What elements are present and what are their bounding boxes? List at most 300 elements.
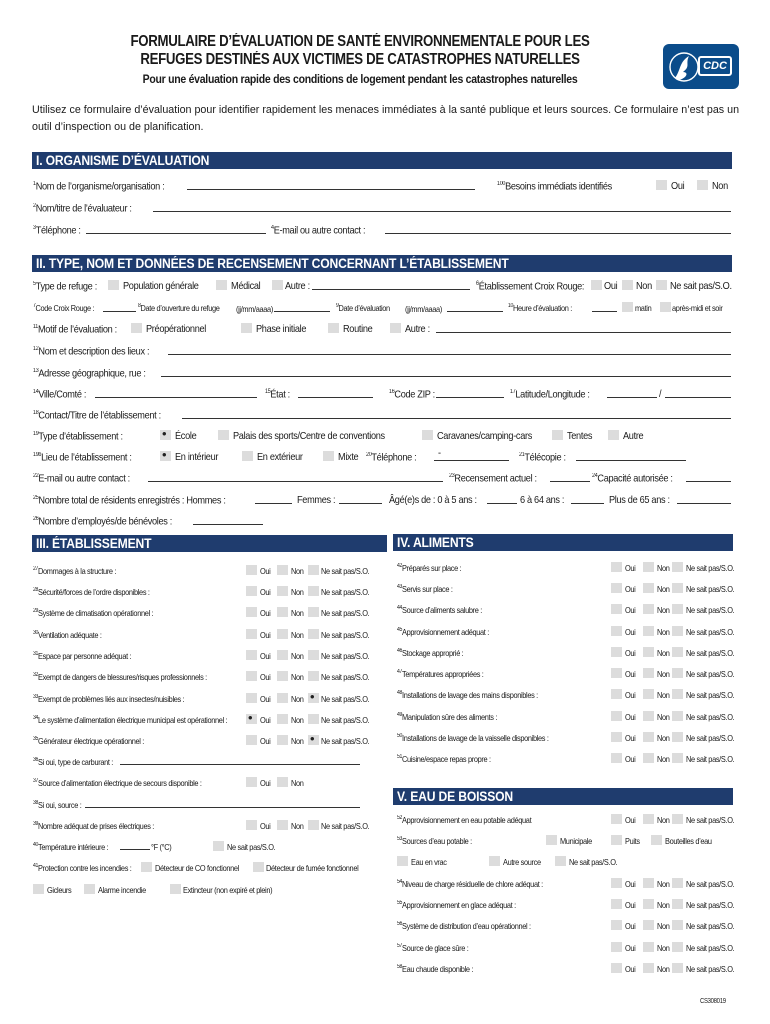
facility-phone-dash — [438, 448, 441, 459]
facility-35-nsp[interactable] — [308, 735, 319, 745]
lat-input[interactable] — [607, 397, 657, 398]
facility-33-label — [33, 694, 184, 704]
water-58-label-number: 58 — [397, 964, 403, 971]
time-afternoon-checkbox[interactable] — [660, 302, 671, 312]
water-55-non[interactable] — [643, 899, 654, 909]
shelter-type-label-text: Type de refuge : — [35, 281, 97, 293]
facility-29-oui[interactable] — [246, 607, 257, 617]
water-58-non-label — [657, 964, 670, 974]
facility-28-label-text: Sécurité/forces de l’ordre disponibles : — [38, 587, 150, 597]
red-cross-label — [476, 281, 584, 292]
facility-28-oui-label — [260, 587, 270, 597]
facility-30-oui[interactable] — [246, 629, 257, 639]
age-6-64-label — [520, 495, 564, 506]
facility-34-oui[interactable] — [246, 714, 257, 724]
age-65-label-text: Plus de 65 ans : — [609, 495, 670, 506]
temperature-input[interactable] — [120, 849, 150, 850]
facility-27-non[interactable] — [277, 565, 288, 575]
water-54-non-label-text: Non — [657, 879, 670, 889]
source-municipal-label — [560, 836, 592, 846]
facility-32-nsp-label — [321, 672, 369, 682]
capacity-label-number: 24 — [592, 473, 598, 479]
smoke-detector-checkbox[interactable] — [253, 862, 264, 872]
food-44-oui-label-text: Oui — [625, 605, 636, 615]
opening-date-label-text: Date d’ouverture du refuge — [140, 303, 220, 313]
food-50-nsp-label-text: Ne sait pas/S.O. — [686, 733, 735, 743]
food-46-nsp-label-text: Ne sait pas/S.O. — [686, 648, 735, 658]
temperature-label-number: 40 — [33, 842, 39, 849]
food-50-oui[interactable] — [611, 732, 622, 742]
food-51-oui[interactable] — [611, 753, 622, 763]
zip-input[interactable] — [436, 397, 504, 398]
facility-30-non[interactable] — [277, 629, 288, 639]
email-input[interactable] — [385, 233, 731, 234]
water-57-non[interactable] — [643, 942, 654, 952]
food-50-oui-label — [625, 733, 635, 743]
food-48-nsp[interactable] — [672, 689, 683, 699]
food-47-oui-label — [625, 669, 635, 679]
type-arena-label-text: Palais des sports/Centre de conventions — [233, 431, 385, 442]
type-school-checkbox[interactable] — [160, 430, 171, 440]
redcross-nsp[interactable] — [656, 280, 667, 290]
food-51-nsp[interactable] — [672, 753, 683, 763]
water-adequate-oui[interactable] — [611, 814, 622, 824]
food-50-label — [397, 733, 549, 743]
reason-preop-label-text: Préopérationnel — [146, 324, 207, 335]
fire-alarm-checkbox[interactable] — [84, 884, 95, 894]
source-other-label — [503, 857, 541, 867]
food-47-label-number: 47 — [397, 669, 403, 676]
facility-31-nsp[interactable] — [308, 650, 319, 660]
eval-reason-label — [33, 324, 117, 335]
age-6-64-input[interactable] — [571, 503, 604, 504]
facility-32-label — [33, 672, 207, 682]
immediate-needs-oui[interactable] — [656, 180, 667, 190]
facility-35-oui[interactable] — [246, 735, 257, 745]
facility-32-oui[interactable] — [246, 671, 257, 681]
state-label — [265, 389, 290, 400]
water-adequate-label — [397, 815, 531, 825]
water-54-non[interactable] — [643, 878, 654, 888]
food-44-non[interactable] — [643, 604, 654, 614]
food-43-oui[interactable] — [611, 583, 622, 593]
food-50-nsp[interactable] — [672, 732, 683, 742]
temperature-label-text: Température intérieure : — [38, 842, 109, 852]
latlong-slash-text: / — [659, 389, 662, 400]
facility-33-nsp[interactable] — [308, 693, 319, 703]
facility-type-label-number: 19 — [33, 431, 39, 437]
type-other-checkbox[interactable] — [608, 430, 619, 440]
food-49-nsp-label — [686, 712, 734, 722]
facility-34-non[interactable] — [277, 714, 288, 724]
facility-28-non[interactable] — [277, 586, 288, 596]
backup-source-input[interactable] — [85, 807, 360, 808]
source-municipal-label-text: Municipale — [560, 836, 592, 846]
water-57-nsp[interactable] — [672, 942, 683, 952]
food-43-nsp[interactable] — [672, 583, 683, 593]
cdc-logo — [663, 44, 739, 89]
water-sources-label-text: Sources d’eau potable : — [402, 836, 472, 846]
food-49-non[interactable] — [643, 711, 654, 721]
facility-27-oui-label-text: Oui — [260, 566, 271, 576]
org-name-label — [33, 181, 164, 192]
food-45-label-number: 45 — [397, 627, 403, 634]
water-adequate-label-number: 52 — [397, 815, 403, 822]
redcross-non[interactable] — [622, 280, 633, 290]
water-56-oui[interactable] — [611, 920, 622, 930]
fuel-type-label-text: Si oui, type de carburant : — [38, 757, 113, 767]
org-name-input[interactable] — [187, 189, 475, 190]
type-tents-label — [567, 431, 592, 442]
eval-time-label-number: 10 — [508, 303, 514, 310]
water-58-non[interactable] — [643, 963, 654, 973]
hhs-eagle-icon — [669, 50, 699, 84]
food-42-label-number: 42 — [397, 563, 403, 570]
water-56-label-text: Système de distribution d’eau opérationnel : — [402, 921, 531, 931]
source-bulk-checkbox[interactable] — [397, 856, 408, 866]
food-43-non[interactable] — [643, 583, 654, 593]
facility-30-oui-label-text: Oui — [260, 630, 271, 640]
sprinklers-checkbox[interactable] — [33, 884, 44, 894]
food-46-nsp[interactable] — [672, 647, 683, 657]
facility-location-label — [33, 452, 132, 463]
temperature-unit — [151, 842, 171, 852]
facility-32-nsp[interactable] — [308, 671, 319, 681]
water-57-oui[interactable] — [611, 942, 622, 952]
outlets-non-label-text: Non — [291, 821, 304, 831]
food-47-nsp[interactable] — [672, 668, 683, 678]
section-5-title: V. EAU DE BOISSON — [397, 789, 514, 804]
staff-input[interactable] — [193, 524, 263, 525]
facility-29-nsp[interactable] — [308, 607, 319, 617]
facility-33-oui-label — [260, 694, 270, 704]
contact-title-input[interactable] — [182, 418, 731, 419]
facility-27-label — [33, 566, 116, 576]
food-43-nsp-label-text: Ne sait pas/S.O. — [686, 584, 735, 594]
contact-title-label-number: 18 — [33, 410, 39, 416]
outlets-label-text: Nombre adéquat de prises électriques : — [38, 821, 154, 831]
contact-title-label — [33, 410, 161, 421]
needs-non-label — [712, 181, 728, 192]
needs-non-label-text: Non — [712, 181, 728, 192]
outlets-nsp[interactable] — [308, 820, 319, 830]
water-54-oui[interactable] — [611, 878, 622, 888]
shelter-general-label — [123, 281, 199, 292]
water-58-nsp[interactable] — [672, 963, 683, 973]
facility-33-oui[interactable] — [246, 693, 257, 703]
food-48-oui-label-text: Oui — [625, 690, 636, 700]
eval-date-label-text: Date d’évaluation — [338, 303, 390, 313]
immediate-needs-non[interactable] — [697, 180, 708, 190]
extinguisher-checkbox[interactable] — [170, 884, 181, 894]
staff-label-number: 26 — [33, 516, 39, 522]
backup-source-label-number: 38 — [33, 800, 39, 807]
facility-28-nsp[interactable] — [308, 586, 319, 596]
food-49-nsp-label-text: Ne sait pas/S.O. — [686, 712, 735, 722]
rc-code-label-text: Code Croix Rouge : — [35, 303, 95, 313]
facility-31-non[interactable] — [277, 650, 288, 660]
backup-non[interactable] — [277, 777, 288, 787]
facility-30-label — [33, 630, 102, 640]
food-50-non[interactable] — [643, 732, 654, 742]
shelter-general-checkbox[interactable] — [108, 280, 119, 290]
residents-men-label-text: Nombre total de résidents enregistrés : Hommes : — [38, 495, 226, 507]
census-input[interactable] — [550, 481, 590, 482]
food-46-non[interactable] — [643, 647, 654, 657]
smoke-detector-label — [266, 863, 358, 873]
food-50-label-text: Installations de lavage de la vaisselle disponibles : — [402, 733, 549, 743]
food-50-nsp-label — [686, 733, 734, 743]
opening-date-input[interactable] — [274, 311, 330, 312]
food-42-non[interactable] — [643, 562, 654, 572]
facility-34-oui-label — [260, 715, 270, 725]
food-45-oui[interactable] — [611, 626, 622, 636]
facility-30-non-label — [291, 630, 304, 640]
facility-location-label-text: Lieu de l’établissement : — [41, 452, 132, 464]
facility-35-non-label-text: Non — [291, 736, 304, 746]
water-54-oui-label-text: Oui — [625, 879, 636, 889]
food-51-nsp-label — [686, 754, 734, 764]
water-55-nsp[interactable] — [672, 899, 683, 909]
facility-35-oui-label-text: Oui — [260, 736, 271, 746]
rc-code-input[interactable] — [103, 311, 136, 312]
facility-27-oui[interactable] — [246, 565, 257, 575]
shelter-general-label-text: Population générale — [123, 281, 199, 292]
time-morning-label — [635, 303, 651, 313]
facility-33-non[interactable] — [277, 693, 288, 703]
food-44-oui[interactable] — [611, 604, 622, 614]
food-47-nsp-label — [686, 669, 734, 679]
rc-nsp-label-text: Ne sait pas/S.O. — [670, 281, 732, 292]
facility-29-label-text: Système de climatisation opérationnel : — [38, 608, 154, 618]
water-58-oui[interactable] — [611, 963, 622, 973]
food-48-nsp-label — [686, 690, 734, 700]
rc-non-label-text: Non — [636, 281, 652, 292]
long-input[interactable] — [665, 397, 731, 398]
reason-initial-checkbox[interactable] — [241, 323, 252, 333]
reason-routine-checkbox[interactable] — [328, 323, 339, 333]
facility-28-oui-label-text: Oui — [260, 587, 271, 597]
email-label-text: E-mail ou autre contact : — [273, 225, 366, 237]
food-44-non-label — [657, 605, 670, 615]
age-0-5-input[interactable] — [487, 503, 517, 504]
state-input[interactable] — [298, 397, 373, 398]
fax-input[interactable] — [576, 460, 686, 461]
facility-30-nsp[interactable] — [308, 629, 319, 639]
age-65-input[interactable] — [677, 503, 731, 504]
city-label — [33, 389, 86, 400]
food-49-oui-label-text: Oui — [625, 712, 636, 722]
facility-email-input[interactable] — [148, 481, 443, 482]
food-45-nsp[interactable] — [672, 626, 683, 636]
food-46-oui[interactable] — [611, 647, 622, 657]
food-47-oui[interactable] — [611, 668, 622, 678]
phone-input[interactable] — [86, 233, 266, 234]
org-name-label-number: 1 — [33, 181, 36, 187]
facility-33-nsp-label-text: Ne sait pas/S.O. — [321, 694, 370, 704]
water-55-oui[interactable] — [611, 899, 622, 909]
type-other-label-text: Autre — [623, 431, 644, 442]
facility-32-non[interactable] — [277, 671, 288, 681]
facility-29-non-label — [291, 608, 304, 618]
eval-time-input[interactable] — [592, 311, 617, 312]
food-45-nsp-label — [686, 627, 734, 637]
reason-other-input[interactable] — [436, 332, 731, 333]
outlets-oui-label — [260, 821, 270, 831]
eval-date-input[interactable] — [447, 311, 503, 312]
facility-28-label-number: 28 — [33, 587, 39, 594]
water-56-non[interactable] — [643, 920, 654, 930]
backup-power-label-text: Source d’alimentation électrique de secours disponible : — [38, 778, 202, 788]
food-44-nsp[interactable] — [672, 604, 683, 614]
water-adequate-non[interactable] — [643, 814, 654, 824]
time-morning-checkbox[interactable] — [622, 302, 633, 312]
address-label-text: Adresse géographique, rue : — [38, 368, 146, 380]
document-code: CS308019 — [700, 998, 726, 1005]
shelter-medical-checkbox[interactable] — [216, 280, 227, 290]
fuel-type-input[interactable] — [120, 764, 360, 765]
org-name-label-text: Nom de l’organisme/organisation : — [35, 181, 165, 193]
type-tents-checkbox[interactable] — [552, 430, 563, 440]
backup-oui[interactable] — [246, 777, 257, 787]
water-54-nsp[interactable] — [672, 878, 683, 888]
facility-33-label-text: Exempt de problèmes liés aux insectes/nuisibles : — [38, 694, 185, 704]
location-outdoor-checkbox[interactable] — [242, 451, 253, 461]
location-outdoor-label — [257, 452, 303, 463]
food-43-label-number: 43 — [397, 584, 403, 591]
facility-27-nsp-label-text: Ne sait pas/S.O. — [321, 566, 370, 576]
email-label-number: 4 — [271, 225, 274, 231]
reason-preop-checkbox[interactable] — [131, 323, 142, 333]
type-rv-checkbox[interactable] — [422, 430, 433, 440]
facility-phone-input[interactable] — [434, 460, 509, 461]
latlong-label-number: 17 — [510, 389, 516, 395]
shelter-other-checkbox[interactable] — [272, 280, 283, 290]
co-detector-label — [155, 863, 239, 873]
water-sources-label — [397, 836, 472, 846]
backup-power-label — [33, 778, 202, 788]
food-47-label-text: Températures appropriées : — [402, 669, 484, 679]
latlong-label — [510, 389, 590, 400]
food-48-oui[interactable] — [611, 689, 622, 699]
site-name-label-number: 12 — [33, 346, 39, 352]
backup-source-label-text: Si oui, source : — [38, 800, 82, 810]
food-51-non[interactable] — [643, 753, 654, 763]
water-58-non-label-text: Non — [657, 964, 670, 974]
outlets-oui[interactable] — [246, 820, 257, 830]
water-56-non-label-text: Non — [657, 921, 670, 931]
census-label-number: 23 — [449, 473, 455, 479]
facility-35-label — [33, 736, 144, 746]
facility-31-oui[interactable] — [246, 650, 257, 660]
food-45-nsp-label-text: Ne sait pas/S.O. — [686, 627, 735, 637]
food-42-nsp[interactable] — [672, 562, 683, 572]
residents-women-input[interactable] — [339, 503, 382, 504]
type-tents-label-text: Tentes — [567, 431, 593, 442]
capacity-label — [592, 473, 673, 484]
location-mixed-checkbox[interactable] — [323, 451, 334, 461]
source-municipal-checkbox[interactable] — [546, 835, 557, 845]
facility-27-nsp[interactable] — [308, 565, 319, 575]
co-detector-checkbox[interactable] — [141, 862, 152, 872]
food-46-label-text: Stockage approprié : — [402, 648, 464, 658]
city-input[interactable] — [95, 397, 257, 398]
food-44-label — [397, 605, 482, 615]
residents-men-input[interactable] — [255, 503, 292, 504]
source-nsp-checkbox[interactable] — [555, 856, 566, 866]
food-49-label-number: 49 — [397, 712, 403, 719]
facility-28-oui[interactable] — [246, 586, 257, 596]
section-1-title: I. ORGANISME D’ÉVALUATION — [36, 153, 210, 168]
food-42-label — [397, 563, 461, 573]
facility-32-nsp-label-text: Ne sait pas/S.O. — [321, 672, 370, 682]
temperature-nsp[interactable] — [213, 841, 224, 851]
food-49-oui[interactable] — [611, 711, 622, 721]
source-bottled-label-text: Bouteilles d’eau — [665, 836, 712, 846]
source-well-checkbox[interactable] — [611, 835, 622, 845]
co-detector-label-text: Détecteur de CO fonctionnel — [155, 863, 239, 873]
food-48-non[interactable] — [643, 689, 654, 699]
source-other-checkbox[interactable] — [489, 856, 500, 866]
water-56-nsp[interactable] — [672, 920, 683, 930]
food-49-label — [397, 712, 497, 722]
reason-other-checkbox[interactable] — [390, 323, 401, 333]
location-indoor-label-text: En intérieur — [175, 452, 219, 463]
food-47-non-label — [657, 669, 670, 679]
location-indoor-checkbox[interactable] — [160, 451, 171, 461]
facility-29-non[interactable] — [277, 607, 288, 617]
food-48-non-label — [657, 690, 670, 700]
outlets-non[interactable] — [277, 820, 288, 830]
facility-34-nsp[interactable] — [308, 714, 319, 724]
food-46-label — [397, 648, 463, 658]
location-mixed-label — [338, 452, 358, 463]
cdc-logo-text: CDC — [698, 56, 732, 76]
shelter-other-input[interactable] — [312, 289, 470, 290]
food-47-non-label-text: Non — [657, 669, 670, 679]
water-54-label — [397, 879, 543, 889]
red-cross-label-number: 6 — [476, 281, 479, 287]
redcross-oui[interactable] — [591, 280, 602, 290]
fire-alarm-label-text: Alarme incendie — [98, 885, 146, 895]
facility-27-non-label-text: Non — [291, 566, 304, 576]
water-56-non-label — [657, 921, 670, 931]
type-school-label — [175, 431, 196, 442]
address-input[interactable] — [161, 376, 731, 377]
water-55-oui-label-text: Oui — [625, 900, 636, 910]
facility-33-oui-label-text: Oui — [260, 694, 271, 704]
facility-email-label-number: 22 — [33, 473, 39, 479]
food-42-oui[interactable] — [611, 562, 622, 572]
facility-31-nsp-label — [321, 651, 369, 661]
capacity-input[interactable] — [686, 481, 731, 482]
food-47-non[interactable] — [643, 668, 654, 678]
water-adequate-nsp[interactable] — [672, 814, 683, 824]
water-55-nsp-label-text: Ne sait pas/S.O. — [686, 900, 735, 910]
fuel-type-label — [33, 757, 113, 767]
facility-30-non-label-text: Non — [291, 630, 304, 640]
facility-35-non[interactable] — [277, 735, 288, 745]
food-49-nsp[interactable] — [672, 711, 683, 721]
evaluator-input[interactable] — [153, 211, 731, 212]
food-45-non[interactable] — [643, 626, 654, 636]
fire-protection-label-number: 41 — [33, 863, 39, 870]
reason-other-label-text: Autre : — [405, 324, 430, 335]
food-43-label — [397, 584, 453, 594]
type-arena-checkbox[interactable] — [218, 430, 229, 440]
source-bottled-checkbox[interactable] — [651, 835, 662, 845]
site-name-input[interactable] — [168, 354, 731, 355]
